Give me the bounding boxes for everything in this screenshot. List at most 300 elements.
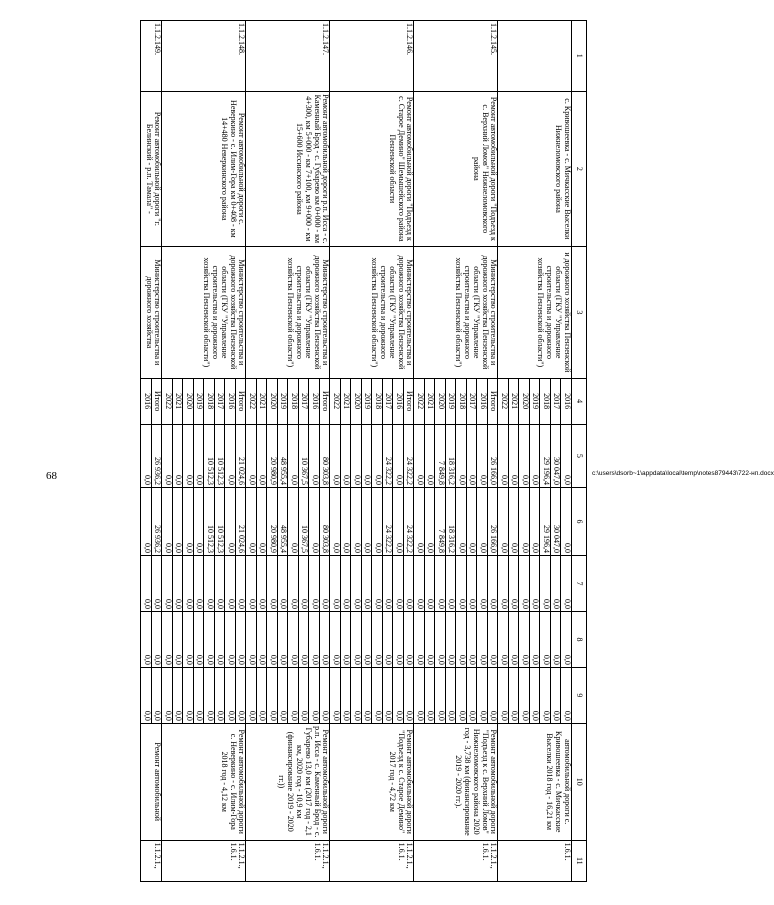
activity-name: Ремонт автомобильной дороги "Подъезд к с. Верхний Ломов" Нижнеломовского района (414, 91, 498, 247)
amount-cell: 0,0 (498, 556, 509, 612)
table-row (320, 21, 331, 882)
result-description: Ремонт автомобильной дороги "Подъезд к с. Верхний Ломов" Нижнеломовского района 2020 год - 3,738 км (финансирование 2019 - 2020 гг.). (414, 723, 498, 840)
executor: Министерство строительства и дорожного хозяйства Пензенской области (ГКУ "Управление строительства и дорожного хозяйства Пензенской области") (162, 247, 246, 378)
amount-cell: 0,0 (246, 487, 257, 555)
activity-code: 1.1.2.146. (330, 21, 414, 92)
amount-cell: 0,0 (320, 556, 331, 612)
amount-cell: 0,0 (288, 667, 299, 723)
amount-cell: 0,0 (257, 667, 268, 723)
column-number: 1 (572, 21, 587, 92)
amount-cell: 48 955,4 (278, 424, 289, 487)
table-row (404, 21, 415, 882)
amount-cell: 10 367,5 (299, 424, 310, 487)
year-cell: 2019 (278, 378, 289, 424)
year-cell: Итого (488, 378, 499, 424)
amount-cell: 0,0 (456, 611, 467, 667)
program-activities-table (141, 20, 588, 882)
executor: и дорожного хозяйства Пензенской области (ГКУ "Управление строительства и дорожного хозяйства Пензенской области") (498, 247, 572, 378)
amount-cell: 0,0 (141, 487, 152, 555)
result-description: автомобильной дороги с. Кривошеевка - с. Мичкасские Выселки 2018 год - 16,21 км (498, 723, 572, 840)
amount-cell: 0,0 (299, 611, 310, 667)
amount-cell: 0,0 (414, 611, 425, 667)
amount-cell: 0,0 (246, 424, 257, 487)
amount-cell: 0,0 (425, 487, 436, 555)
page-number: 68 (46, 470, 57, 482)
amount-cell: 20 980,9 (267, 487, 278, 555)
amount-cell: 0,0 (404, 611, 415, 667)
amount-cell: 0,0 (225, 424, 236, 487)
amount-cell: 0,0 (257, 424, 268, 487)
amount-cell: 0,0 (435, 667, 446, 723)
amount-cell: 0,0 (561, 667, 572, 723)
amount-cell: 0,0 (309, 424, 320, 487)
result-description: Ремонт автомобильной дороги с. Неверкино - с. Илим-Гора 2018 год - 4,12 км (162, 723, 246, 840)
amount-cell: 0,0 (509, 487, 520, 555)
amount-cell: 0,0 (204, 556, 215, 612)
year-cell: 2022 (414, 378, 425, 424)
amount-cell: 29 196,4 (540, 424, 551, 487)
amount-cell: 0,0 (551, 611, 562, 667)
rotated-table-container (62, 20, 587, 882)
year-cell: 2018 (372, 378, 383, 424)
amount-cell: 0,0 (372, 556, 383, 612)
activity-code: 1.1.2.145. (414, 21, 498, 92)
amount-cell: 0,0 (362, 667, 373, 723)
amount-cell: 0,0 (509, 611, 520, 667)
amount-cell: 20 980,9 (267, 424, 278, 487)
amount-cell: 0,0 (341, 667, 352, 723)
year-cell: 2018 (204, 378, 215, 424)
amount-cell: 0,0 (540, 611, 551, 667)
year-cell: 2020 (519, 378, 530, 424)
amount-cell: 0,0 (194, 556, 205, 612)
amount-cell: 10 512,3 (204, 487, 215, 555)
year-cell: 2021 (341, 378, 352, 424)
amount-cell: 0,0 (299, 556, 310, 612)
amount-cell: 26 936,2 (152, 487, 163, 555)
amount-cell: 0,0 (173, 424, 184, 487)
amount-cell: 0,0 (309, 667, 320, 723)
amount-cell: 0,0 (362, 556, 373, 612)
year-cell: Итого (236, 378, 247, 424)
amount-cell: 26 936,2 (152, 424, 163, 487)
amount-cell: 0,0 (488, 611, 499, 667)
table-row (561, 21, 572, 882)
executor: Министерство строительства и дорожного хозяйства Пензенской области (ГКУ "Управление строительства и дорожного хозяйства Пензенской области") (330, 247, 414, 378)
year-cell: 2021 (425, 378, 436, 424)
column-numbers-row (572, 21, 587, 882)
amount-cell: 0,0 (467, 667, 478, 723)
amount-cell: 0,0 (204, 611, 215, 667)
amount-cell: 0,0 (540, 667, 551, 723)
amount-cell: 0,0 (183, 556, 194, 612)
amount-cell: 0,0 (225, 556, 236, 612)
amount-cell: 0,0 (141, 667, 152, 723)
amount-cell: 0,0 (414, 487, 425, 555)
year-cell: 2020 (435, 378, 446, 424)
year-cell: 2019 (446, 378, 457, 424)
amount-cell: 0,0 (509, 667, 520, 723)
amount-cell: 0,0 (152, 667, 163, 723)
amount-cell: 0,0 (236, 611, 247, 667)
rotated-page (62, 20, 587, 882)
amount-cell: 0,0 (215, 556, 226, 612)
amount-cell: 0,0 (152, 611, 163, 667)
amount-cell: 0,0 (530, 556, 541, 612)
amount-cell: 21 024,6 (236, 487, 247, 555)
amount-cell: 0,0 (435, 611, 446, 667)
amount-cell: 0,0 (425, 667, 436, 723)
amount-cell: 0,0 (194, 611, 205, 667)
amount-cell: 0,0 (267, 611, 278, 667)
amount-cell: 0,0 (320, 611, 331, 667)
year-cell: 2022 (162, 378, 173, 424)
year-cell: 2019 (530, 378, 541, 424)
amount-cell: 0,0 (341, 487, 352, 555)
amount-cell: 0,0 (383, 556, 394, 612)
amount-cell: 0,0 (477, 487, 488, 555)
indicator-reference: 1.1.2.1., 1.6.1. (246, 840, 330, 881)
amount-cell: 0,0 (152, 556, 163, 612)
amount-cell: 0,0 (309, 611, 320, 667)
amount-cell: 0,0 (509, 424, 520, 487)
amount-cell: 0,0 (288, 424, 299, 487)
amount-cell: 21 024,6 (236, 424, 247, 487)
result-description: Ремонт автомобильной дороги р.п. Исса - с. Каменный Брод - с. Губарево 13,0 км (2017 год - 2,1 км, 2020 год - 10,9 км (финансирование 2019 - 2020 гг.)) (246, 723, 330, 840)
amount-cell: 0,0 (257, 556, 268, 612)
amount-cell: 0,0 (498, 667, 509, 723)
column-number: 5 (572, 424, 587, 487)
activity-name: Ремонт автомобильной дороги "г. Белинский - р.п. Тамала" - (141, 91, 162, 247)
amount-cell: 0,0 (372, 611, 383, 667)
amount-cell: 0,0 (383, 667, 394, 723)
amount-cell: 0,0 (467, 611, 478, 667)
amount-cell: 0,0 (425, 556, 436, 612)
amount-cell: 0,0 (498, 611, 509, 667)
year-cell: 2017 (467, 378, 478, 424)
amount-cell: 0,0 (498, 487, 509, 555)
amount-cell: 0,0 (519, 424, 530, 487)
amount-cell: 0,0 (477, 556, 488, 612)
amount-cell: 0,0 (173, 556, 184, 612)
amount-cell: 0,0 (194, 424, 205, 487)
amount-cell: 0,0 (162, 667, 173, 723)
amount-cell: 0,0 (246, 667, 257, 723)
amount-cell: 0,0 (330, 487, 341, 555)
amount-cell: 0,0 (225, 487, 236, 555)
amount-cell: 0,0 (351, 424, 362, 487)
amount-cell: 0,0 (173, 487, 184, 555)
column-number: 6 (572, 487, 587, 555)
column-number: 10 (572, 723, 587, 840)
amount-cell: 0,0 (414, 424, 425, 487)
amount-cell: 0,0 (393, 424, 404, 487)
year-cell: 2017 (383, 378, 394, 424)
amount-cell: 0,0 (215, 611, 226, 667)
amount-cell: 26 166,0 (488, 424, 499, 487)
amount-cell: 0,0 (425, 424, 436, 487)
amount-cell: 0,0 (509, 556, 520, 612)
amount-cell: 0,0 (456, 667, 467, 723)
amount-cell: 0,0 (351, 667, 362, 723)
amount-cell: 24 322,2 (383, 424, 394, 487)
amount-cell: 0,0 (173, 667, 184, 723)
table-row (152, 21, 163, 882)
amount-cell: 0,0 (173, 611, 184, 667)
amount-cell: 0,0 (372, 667, 383, 723)
amount-cell: 0,0 (236, 556, 247, 612)
column-number: 2 (572, 91, 587, 247)
amount-cell: 0,0 (530, 424, 541, 487)
year-cell: 2016 (393, 378, 404, 424)
amount-cell: 0,0 (551, 667, 562, 723)
amount-cell: 0,0 (404, 556, 415, 612)
year-cell: 2016 (225, 378, 236, 424)
amount-cell: 0,0 (341, 611, 352, 667)
amount-cell: 10 512,3 (215, 424, 226, 487)
amount-cell: 0,0 (393, 667, 404, 723)
amount-cell: 0,0 (309, 487, 320, 555)
amount-cell: 0,0 (435, 556, 446, 612)
amount-cell: 0,0 (183, 667, 194, 723)
amount-cell: 80 303,8 (320, 424, 331, 487)
year-cell: 2020 (183, 378, 194, 424)
amount-cell: 0,0 (162, 487, 173, 555)
year-cell: 2021 (173, 378, 184, 424)
amount-cell: 0,0 (519, 556, 530, 612)
year-cell: 2016 (561, 378, 572, 424)
year-cell: Итого (152, 378, 163, 424)
amount-cell: 0,0 (141, 611, 152, 667)
amount-cell: 0,0 (372, 487, 383, 555)
executor: Министерство строительства и дорожного хозяйства Пензенской области (ГКУ "Управление строительства и дорожного хозяйства Пензенской области") (414, 247, 498, 378)
amount-cell: 0,0 (225, 611, 236, 667)
indicator-reference: 1.1.2.1., 1.6.1. (330, 840, 414, 881)
column-number: 9 (572, 667, 587, 723)
executor: Министерство строительства и дорожного хозяйства Пензенской области (ГКУ "Управление строительства и дорожного хозяйства Пензенской области") (246, 247, 330, 378)
column-number: 11 (572, 840, 587, 881)
activity-code (498, 21, 572, 92)
amount-cell: 0,0 (362, 487, 373, 555)
table-row (236, 21, 247, 882)
amount-cell: 0,0 (446, 556, 457, 612)
amount-cell: 0,0 (267, 667, 278, 723)
amount-cell: 0,0 (278, 667, 289, 723)
amount-cell: 0,0 (488, 556, 499, 612)
amount-cell: 0,0 (477, 424, 488, 487)
amount-cell: 0,0 (551, 556, 562, 612)
indicator-reference: 1.1.2.1., 1.6.1. (414, 840, 498, 881)
result-description: Ремонт автомобильной (141, 723, 162, 840)
year-cell: 2017 (215, 378, 226, 424)
amount-cell: 0,0 (183, 611, 194, 667)
column-number: 4 (572, 378, 587, 424)
year-cell: 2016 (141, 378, 152, 424)
amount-cell: 0,0 (456, 424, 467, 487)
amount-cell: 0,0 (141, 556, 152, 612)
amount-cell: 0,0 (519, 611, 530, 667)
amount-cell: 0,0 (393, 611, 404, 667)
year-cell: 2020 (351, 378, 362, 424)
year-cell: 2018 (456, 378, 467, 424)
amount-cell: 10 367,5 (299, 487, 310, 555)
activity-code: 1.1.2.149. (141, 21, 162, 92)
year-cell: 2021 (509, 378, 520, 424)
amount-cell: 0,0 (288, 611, 299, 667)
amount-cell: 0,0 (299, 667, 310, 723)
year-cell: 2016 (309, 378, 320, 424)
amount-cell: 0,0 (225, 667, 236, 723)
amount-cell: 24 322,2 (383, 487, 394, 555)
activity-name: Ремонт автомобильной дороги с. Неверкино - с. Илим-Гора км 0+408 - км 14+480 Неверкинского района (162, 91, 246, 247)
amount-cell: 0,0 (362, 424, 373, 487)
amount-cell: 0,0 (330, 556, 341, 612)
amount-cell: 0,0 (330, 667, 341, 723)
amount-cell: 24 322,2 (404, 424, 415, 487)
activity-name: Ремонт автомобильной дороги "Подъезд к с. Старое Демино" Шемышейского района Пензенской области (330, 91, 414, 247)
amount-cell: 0,0 (414, 556, 425, 612)
amount-cell: 0,0 (404, 667, 415, 723)
amount-cell: 0,0 (446, 667, 457, 723)
amount-cell: 0,0 (341, 556, 352, 612)
amount-cell: 48 955,4 (278, 487, 289, 555)
amount-cell: 0,0 (267, 556, 278, 612)
activity-code: 1.1.2.148. (162, 21, 246, 92)
amount-cell: 0,0 (194, 487, 205, 555)
amount-cell: 0,0 (351, 487, 362, 555)
amount-cell: 30 047,0 (551, 487, 562, 555)
amount-cell: 0,0 (561, 424, 572, 487)
amount-cell: 0,0 (530, 667, 541, 723)
year-cell: 2022 (330, 378, 341, 424)
amount-cell: 0,0 (309, 556, 320, 612)
amount-cell: 0,0 (288, 556, 299, 612)
amount-cell: 10 512,3 (215, 487, 226, 555)
year-cell: 2017 (551, 378, 562, 424)
amount-cell: 0,0 (519, 487, 530, 555)
amount-cell: 0,0 (320, 667, 331, 723)
activity-name: с. Кривошеевка - с. Мичкасские Выселки Нижнеломовского района (498, 91, 572, 247)
amount-cell: 7 849,8 (435, 487, 446, 555)
amount-cell: 30 047,0 (551, 424, 562, 487)
year-cell: 2018 (288, 378, 299, 424)
amount-cell: 0,0 (456, 487, 467, 555)
amount-cell: 0,0 (383, 611, 394, 667)
amount-cell: 0,0 (288, 487, 299, 555)
indicator-reference: 1.6.1. (498, 840, 572, 881)
amount-cell: 0,0 (561, 487, 572, 555)
amount-cell: 0,0 (330, 611, 341, 667)
table-row (488, 21, 499, 882)
amount-cell: 18 316,2 (446, 424, 457, 487)
amount-cell: 0,0 (278, 556, 289, 612)
amount-cell: 0,0 (362, 611, 373, 667)
amount-cell: 0,0 (278, 611, 289, 667)
year-cell: 2019 (362, 378, 373, 424)
amount-cell: 0,0 (341, 424, 352, 487)
amount-cell: 0,0 (393, 556, 404, 612)
amount-cell: 0,0 (414, 667, 425, 723)
year-cell: 2022 (498, 378, 509, 424)
amount-cell: 0,0 (194, 667, 205, 723)
amount-cell: 0,0 (372, 424, 383, 487)
amount-cell: 0,0 (530, 487, 541, 555)
amount-cell: 0,0 (162, 611, 173, 667)
amount-cell: 7 849,8 (435, 424, 446, 487)
table-body (141, 21, 572, 882)
amount-cell: 26 166,0 (488, 487, 499, 555)
indicator-reference: 1.1.2.1., 1.6.1. (162, 840, 246, 881)
amount-cell: 0,0 (530, 611, 541, 667)
column-number: 8 (572, 611, 587, 667)
amount-cell: 0,0 (425, 611, 436, 667)
amount-cell: 0,0 (257, 611, 268, 667)
indicator-reference: 1.1.2.1., (141, 840, 162, 881)
result-description: Ремонт автомобильной дороги "Подъезд к с. Старое Демино" 2017 год - 4,72 км (330, 723, 414, 840)
activity-name: Ремонт автомобильной дороги р.п. Исса - с. Каменный Брод - с. Губарево км 0+000 - км 4+300, км 5+000 - км 7+100, км 9+000 - км 15+600 Иссинского района (246, 91, 330, 247)
year-cell: 2020 (267, 378, 278, 424)
column-number: 7 (572, 556, 587, 612)
amount-cell: 0,0 (467, 556, 478, 612)
executor: Министерство строительства и дорожного хозяйства (141, 247, 162, 378)
year-cell: 2022 (246, 378, 257, 424)
amount-cell: 0,0 (204, 667, 215, 723)
amount-cell: 24 322,2 (404, 487, 415, 555)
year-cell: 2018 (540, 378, 551, 424)
year-cell: Итого (404, 378, 415, 424)
amount-cell: 0,0 (456, 556, 467, 612)
amount-cell: 0,0 (246, 611, 257, 667)
year-cell: 2021 (257, 378, 268, 424)
amount-cell: 0,0 (236, 667, 247, 723)
amount-cell: 0,0 (561, 611, 572, 667)
amount-cell: 0,0 (257, 487, 268, 555)
amount-cell: 0,0 (446, 611, 457, 667)
amount-cell: 0,0 (351, 611, 362, 667)
year-cell: 2016 (477, 378, 488, 424)
amount-cell: 0,0 (162, 424, 173, 487)
amount-cell: 0,0 (477, 667, 488, 723)
footer-file-path: c:\users\dsorb~1\appdata\local\temp\notes879443\722-нп.docx (592, 470, 774, 477)
year-cell: Итого (320, 378, 331, 424)
amount-cell: 0,0 (183, 424, 194, 487)
amount-cell: 0,0 (246, 556, 257, 612)
amount-cell: 18 316,2 (446, 487, 457, 555)
year-cell: 2019 (194, 378, 205, 424)
amount-cell: 0,0 (488, 667, 499, 723)
amount-cell: 0,0 (141, 424, 152, 487)
amount-cell: 0,0 (162, 556, 173, 612)
amount-cell: 0,0 (183, 487, 194, 555)
amount-cell: 29 196,4 (540, 487, 551, 555)
column-number: 3 (572, 247, 587, 378)
amount-cell: 0,0 (467, 487, 478, 555)
amount-cell: 0,0 (215, 667, 226, 723)
amount-cell: 0,0 (540, 556, 551, 612)
activity-code: 1.1.2.147. (246, 21, 330, 92)
year-cell: 2017 (299, 378, 310, 424)
amount-cell: 0,0 (498, 424, 509, 487)
amount-cell: 0,0 (561, 556, 572, 612)
amount-cell: 0,0 (393, 487, 404, 555)
amount-cell: 0,0 (477, 611, 488, 667)
amount-cell: 0,0 (330, 424, 341, 487)
amount-cell: 10 512,3 (204, 424, 215, 487)
amount-cell: 0,0 (467, 424, 478, 487)
amount-cell: 0,0 (519, 667, 530, 723)
amount-cell: 80 303,8 (320, 487, 331, 555)
amount-cell: 0,0 (351, 556, 362, 612)
